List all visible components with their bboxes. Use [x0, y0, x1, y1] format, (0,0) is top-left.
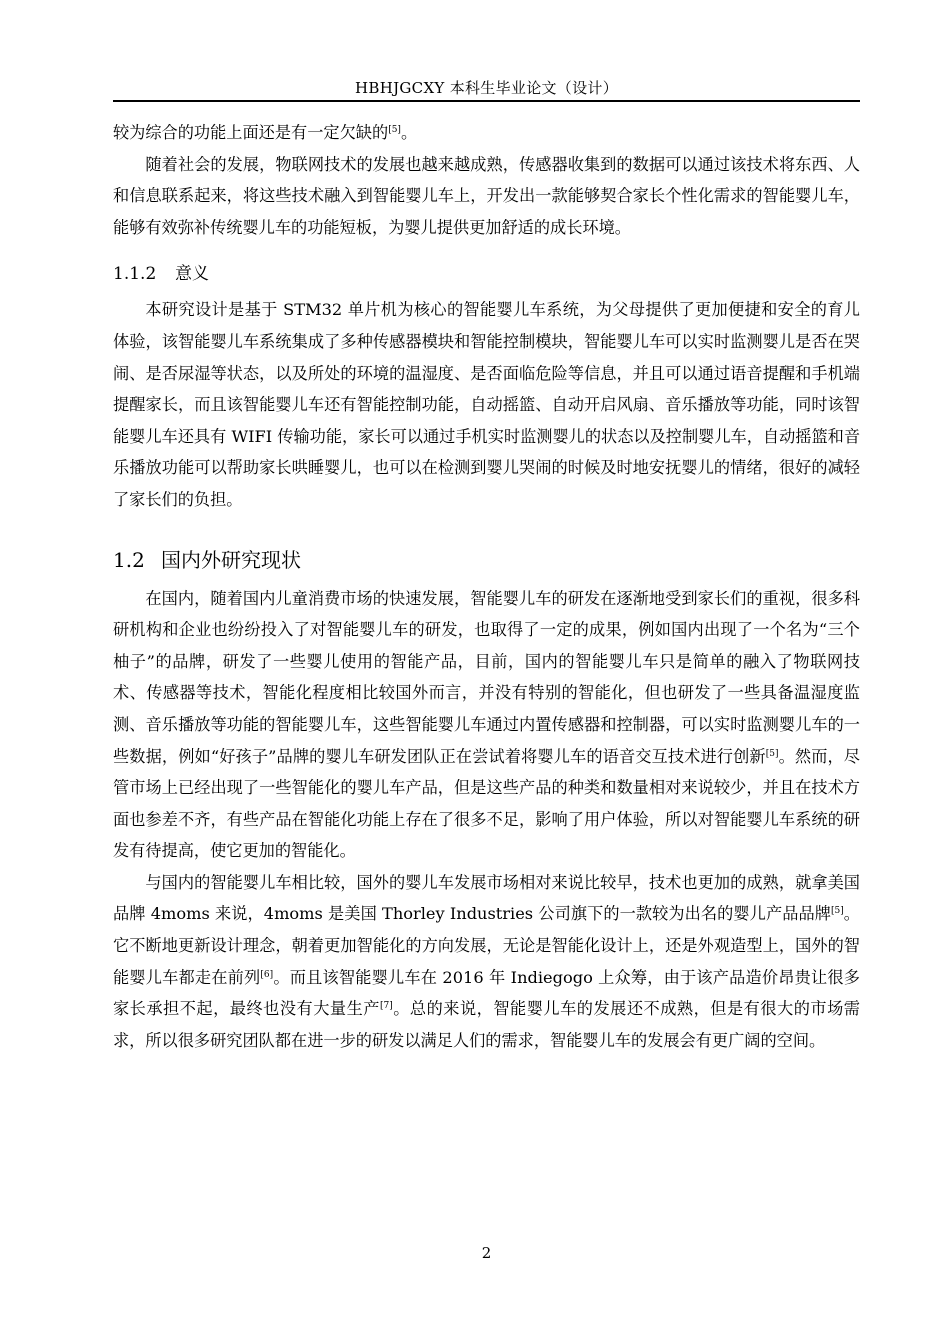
- paragraph-significance: 本研究设计是基于 STM32 单片机为核心的智能婴儿车系统，为父母提供了更加便捷和安全的育儿体验，该智能婴儿车系统集成了多种传感器模块和智能控制模块，智能婴儿车可以实时监测婴儿是否在哭闹、是否尿湿等状态，以及所处的环境的温湿度、是否面临危险等信息，并且可以通过语音提醒和手机端提醒家长，而且该智能婴儿车还有智能控制功能，自动摇篮、自动开启风扇、音乐播放等功能，同时该智能婴儿车还具有 WIFI 传输功能，家长可以通过手机实时监测婴儿的状态以及控制婴儿车，自动摇篮和音乐播放功能可以帮助家长哄睡婴儿，也可以在检测到婴儿哭闹的时候及时地安抚婴儿的情绪，很好的减轻了家长们的负担。: [113, 300, 861, 509]
- citation-ref: [7]: [380, 1001, 393, 1012]
- section-heading-1-1-2: [113, 259, 860, 290]
- header-rule: [113, 100, 860, 102]
- body-text: [113, 117, 860, 1056]
- section-number: 1.1.2: [113, 264, 157, 285]
- page-number: 2: [481, 1244, 492, 1262]
- section-heading-1-2: [113, 543, 860, 577]
- page-header: HBHJGCXY 本科生毕业论文（设计）: [354, 79, 618, 97]
- citation-ref: [6]: [260, 969, 274, 980]
- citation-ref: [5]: [388, 125, 401, 135]
- citation-ref: [5]: [830, 906, 844, 917]
- paragraph-iot: 随着社会的发展，物联网技术的发展也越来越成熟，传感器收集到的数据可以通过该技术将东西、人和信息联系起来，将这些技术融入到智能婴儿车上，开发出一款能够契合家长个性化需求的智能婴儿车，能够有效弥补传统婴儿车的功能短板，为婴儿提供更加舒适的成长环境。: [113, 154, 860, 237]
- paragraph-foreign: 与国内的智能婴儿车相比较，国外的婴儿车发展市场相对来说比较早，技术也更加的成熟，就拿美国品牌 4moms 来说，4moms 是美国 Thorley Industries 公司旗下的一款较为出名的婴儿产品品牌[5]。它不断地更新设计理念，朝着更加智能化的方向发展，无论是智能化设计上，还是外观造型上，国外的智能婴儿车都走在前列[6]。而且该智能婴儿车在 2016 年 Indiegogo 上众筹，由于该产品造价昂贵让很多家长承担不起，最终也没有大量生产[7]。总的来说，智能婴儿车的发展还不成熟，但是有很大的市场需求，所以很多研究团队都在进一步的研发以满足人们的需求，智能婴儿车的发展会有更广阔的空间。: [113, 872, 860, 1050]
- section-title: 意义: [175, 264, 209, 285]
- section-title: 国内外研究现状: [161, 547, 301, 572]
- citation-ref: [5]: [765, 748, 779, 759]
- paragraph-domestic: 在国内，随着国内儿童消费市场的快速发展，智能婴儿车的研发在逐渐地受到家长们的重视，很多科研机构和企业也纷纷投入了对智能婴儿车的研发，也取得了一定的成果，例如国内出现了一个名为“三个柚子”的品牌，研发了一些婴儿使用的智能产品，目前，国内的智能婴儿车只是简单的融入了物联网技术、传感器等技术，智能化程度相比较国外而言，并没有特别的智能化，但也研发了一些具备温湿度监测、音乐播放等功能的智能婴儿车，这些智能婴儿车通过内置传感器和控制器，可以实时监测婴儿车的一些数据，例如“好孩子”品牌的婴儿车研发团队正在尝试着将婴儿车的语音交互技术进行创新[5]。然而，尽管市场上已经出现了一些智能化的婴儿车产品，但是这些产品的种类和数量相对来说较少，并且在技术方面也参差不齐，有些产品在智能化功能上存在了很多不足，影响了用户体验，所以对智能婴儿车系统的研发有待提高，使它更加的智能化。: [113, 588, 860, 861]
- section-number: 1.2: [113, 547, 145, 572]
- paragraph-continued: 较为综合的功能上面还是有一定欠缺的[5]。: [113, 123, 418, 142]
